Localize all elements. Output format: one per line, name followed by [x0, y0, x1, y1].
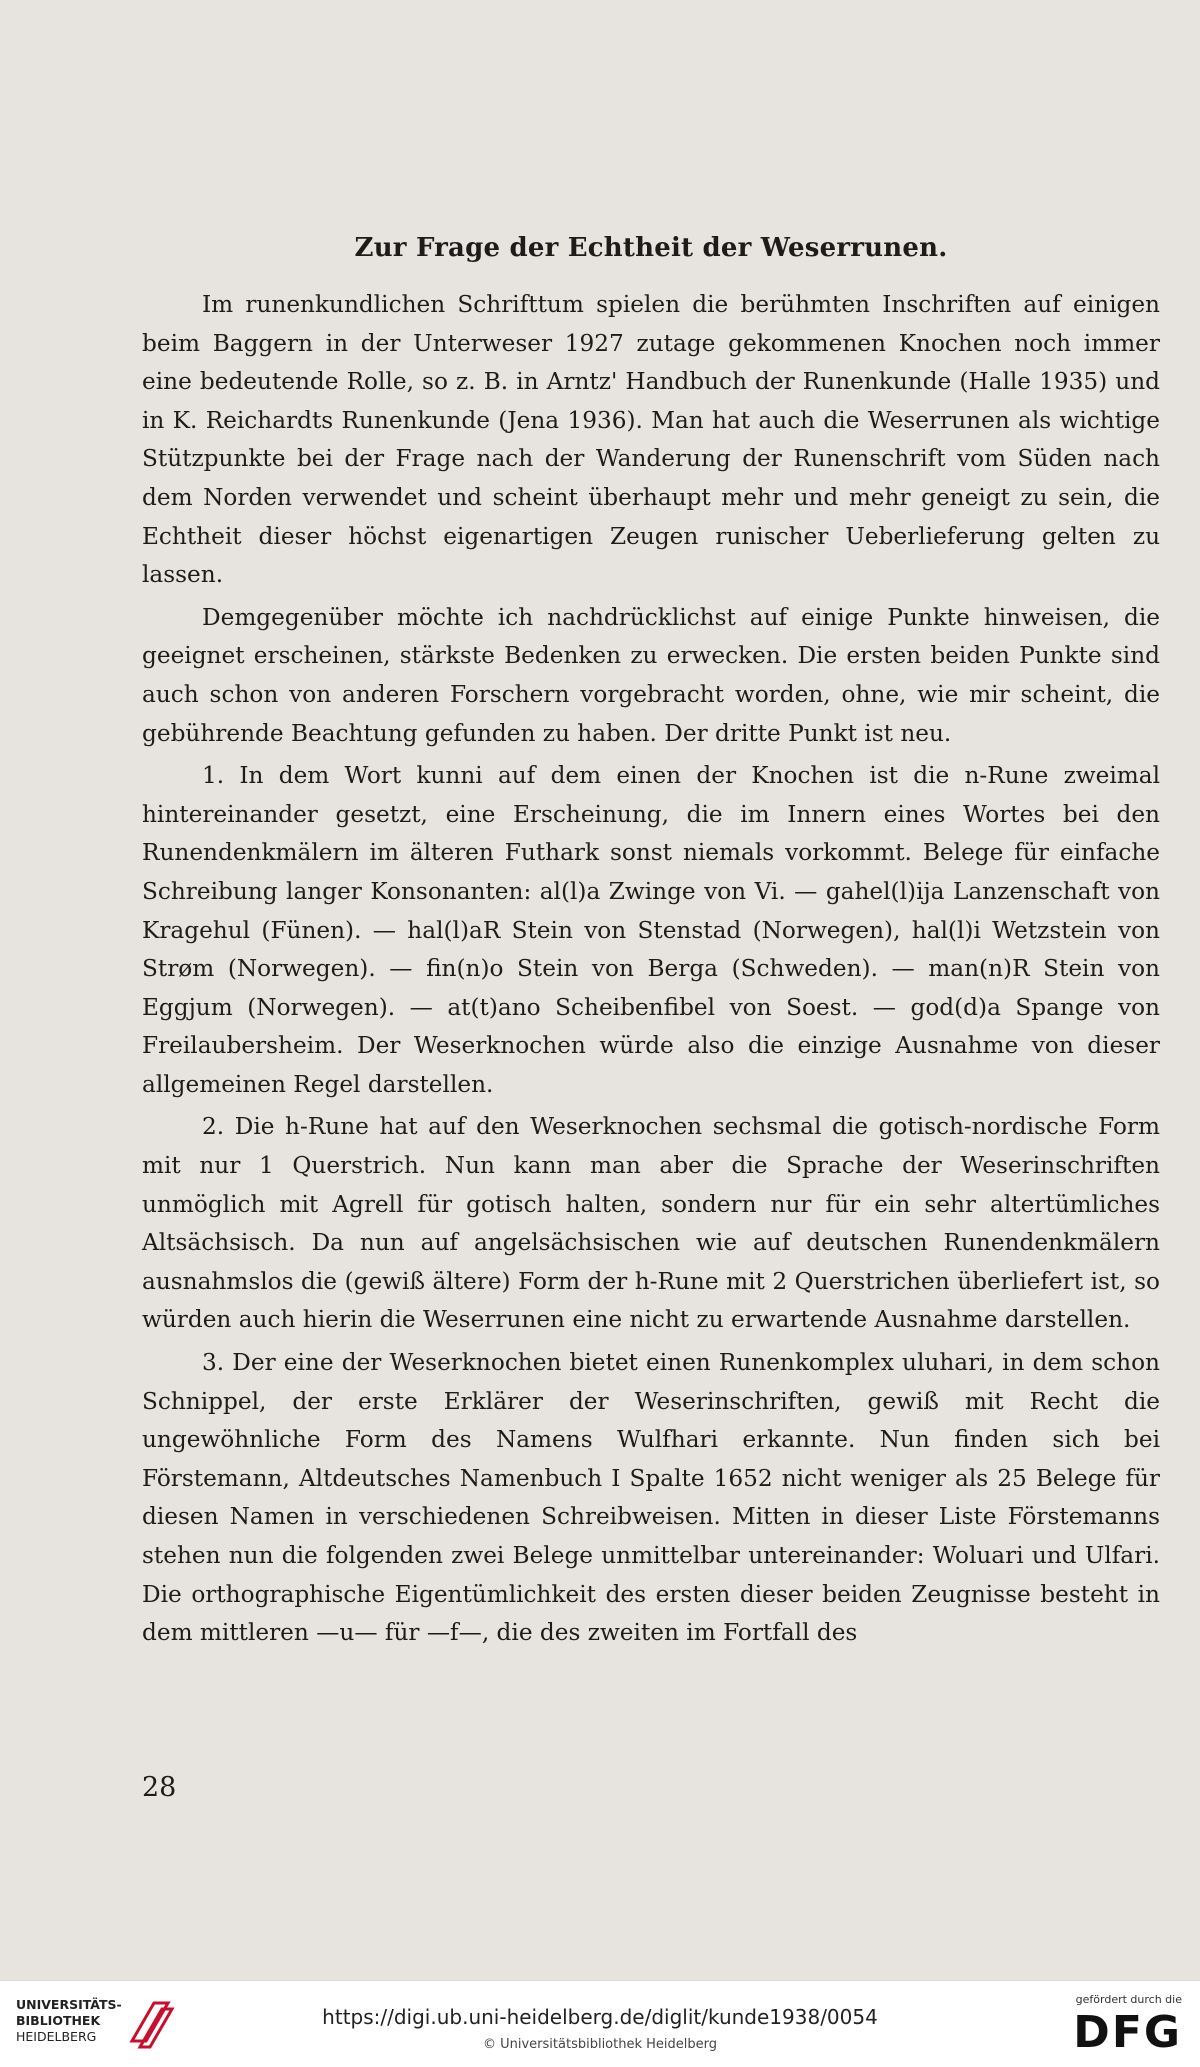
page-body — [142, 228, 1160, 1657]
library-logo[interactable] — [16, 1997, 176, 2053]
page-number: 28 — [142, 1772, 177, 1803]
paragraph-objections: Demgegenüber möchte ich nachdrücklichst auf einige Punkte hinweisen, die geeignet erscheinen, stärkste Bedenken zu erwecken. Die ersten beiden Punkte sind auch schon von anderen Forschern vorgebracht worden, ohne, wie mir scheint, die gebührende Beachtung gefunden zu haben. Der dritte Punkt ist neu. — [142, 603, 1160, 747]
article-title: Zur Frage der Echtheit der Weserrunen. — [354, 233, 948, 263]
dfg-funded-by: gefördert durch die — [1075, 1993, 1182, 2006]
library-emblem-icon — [124, 1997, 176, 2053]
library-name-line-2: BIBLIOTHEK — [16, 2013, 101, 2028]
paragraph-intro: Im runenkundlichen Schrifttum spielen die berühmten Inschriften auf einigen beim Baggern in der Unterweser 1927 zutage gekommenen Knochen noch immer eine bedeutende Rolle, so z. B. in Arntz' Handbuch der Runenkunde (Halle 1935) und in K. Reichardts Runenkunde (Jena 1936). Man hat auch die Weserrunen als wichtige Stützpunkte bei der Frage nach der Wanderung der Runenschrift vom Süden nach dem Norden verwendet und scheint überhaupt mehr und mehr geneigt zu sein, die Echtheit dieser höchst eigenartigen Zeugen runischer Ueberlieferung gelten zu lassen. — [142, 291, 1160, 589]
dfg-logo[interactable] — [1052, 1993, 1182, 2057]
copyright-notice: © Universitätsbibliothek Heidelberg — [482, 2037, 717, 2052]
dfg-wordmark: DFG — [1073, 2007, 1182, 2058]
paragraph-point-2: 2. Die h-Rune hat auf den Weserknochen sechsmal die gotisch-nordische Form mit nur 1 Querstrich. Nun kann man aber die Sprache der Weserinschriften unmöglich mit Agrell für gotisch halten, sondern nur für ein sehr altertümliches Altsächsisch. Da nun auf angelsächsischen wie auf deutschen Runendenkmälern ausnahmslos die (gewiß ältere) Form der h-Rune mit 2 Querstrichen überliefert ist, so würden auch hierin die Weserrunen eine nicht zu erwartende Ausnahme darstellen. — [142, 1113, 1160, 1334]
permalink-url[interactable]: https://digi.ub.uni-heidelberg.de/diglit/kunde1938/0054 — [322, 2005, 878, 2029]
library-name-line-1: UNIVERSITÄTS- — [16, 1997, 122, 2012]
library-name-line-3: HEIDELBERG — [16, 2029, 97, 2044]
paragraph-point-1: 1. In dem Wort kunni auf dem einen der Knochen ist die n-Rune zweimal hintereinander gesetzt, eine Erscheinung, die im Innern eines Wortes bei den Runendenkmälern im älteren Futhark sonst niemals vorkommt. Belege für einfache Schreibung langer Konsonanten: al(l)a Zwinge von Vi. — gahel(l)ija Lanzenschaft von Kragehul (Fünen). — hal(l)aR Stein von Stenstad (Norwegen), hal(l)i Wetzstein von Strøm (Norwegen). — fin(n)o Stein von Berga (Schweden). — man(n)R Stein von Eggjum (Norwegen). — at(t)ano Scheibenfibel von Soest. — god(d)a Spange von Freilaubersheim. Der Weserknochen würde also die einzige Ausnahme von dieser allgemeinen Regel darstellen. — [142, 762, 1160, 1098]
viewer-footer — [0, 1980, 1200, 2067]
library-name — [16, 1997, 122, 2045]
paragraph-point-3: 3. Der eine der Weserknochen bietet einen Runenkomplex uluhari, in dem schon Schnippel, der erste Erklärer der Weserinschriften, gewiß mit Recht die ungewöhnliche Form des Namens Wulfhari erkannte. Nun finden sich bei Förstemann, Altdeutsches Namenbuch I Spalte 1652 nicht weniger als 25 Belege für diesen Namen in verschiedenen Schreibweisen. Mitten in dieser Liste Förstemanns stehen nun die folgenden zwei Belege unmittelbar untereinander: Woluari und Ulfari. Die orthographische Eigentümlichkeit des ersten dieser beiden Zeugnisse besteht in dem mittleren —u— für —f—, die des zweiten im Fortfall des — [142, 1349, 1160, 1647]
